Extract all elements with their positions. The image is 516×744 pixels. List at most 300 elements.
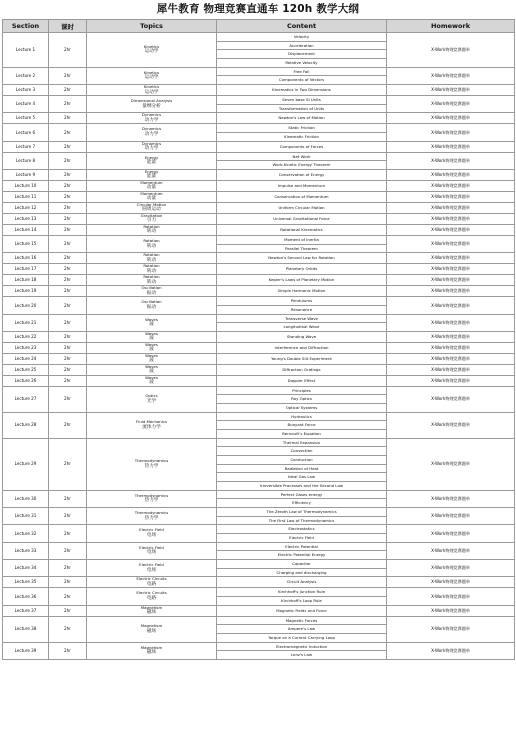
content-cell: Standing Wave — [217, 331, 387, 342]
table-body — [3, 33, 515, 660]
table-row — [3, 33, 515, 42]
homework-cell: X-Work物理竞赛题单 — [387, 342, 515, 353]
topic-english: Waves — [145, 342, 158, 347]
homework-cell: X-Work物理竞赛题单 — [387, 180, 515, 191]
topic-english: Dimensional Analysis — [130, 98, 173, 104]
topic-english: Waves — [145, 364, 158, 369]
content-cell: Displacement — [217, 50, 387, 59]
hours-cell: 2hr — [49, 342, 87, 353]
hours-cell: 2hr — [49, 375, 87, 386]
topic-chinese: 流体力学 — [142, 424, 161, 430]
topic-english: Thermodynamics — [134, 492, 169, 498]
hours-cell: 2hr — [49, 191, 87, 202]
topic-cell — [87, 152, 217, 169]
topic-chinese: 动量 — [146, 196, 157, 202]
hours-cell: 2hr — [49, 577, 87, 588]
section-cell: Lecture 12 — [3, 202, 49, 213]
hours-cell: 2hr — [49, 412, 87, 438]
table-row — [3, 642, 515, 651]
homework-cell: X-Work物理竞赛题单 — [387, 490, 515, 507]
section-cell: Lecture 28 — [3, 412, 49, 438]
homework-cell: X-Work物理竞赛题单 — [387, 438, 515, 490]
hours-cell: 2hr — [49, 559, 87, 576]
content-cell: Kinematic Friction — [217, 132, 387, 141]
topic-chinese: 引力 — [146, 218, 157, 224]
section-cell: Lecture 26 — [3, 375, 49, 386]
topic-english: Oscillation — [141, 299, 162, 305]
topic-english: Thermodynamics — [134, 458, 169, 464]
content-cell: Velocity — [217, 33, 387, 42]
table-row — [3, 67, 515, 76]
hours-cell: 2hr — [49, 95, 87, 112]
content-cell: Kepler's Laws of Planetary Motion — [217, 275, 387, 286]
content-cell: Thermal Expansion — [217, 438, 387, 447]
hours-cell: 2hr — [49, 490, 87, 507]
topic-cell — [87, 275, 217, 286]
topic-english: Energy — [144, 169, 159, 174]
content-cell: Uniform Circular Motion — [217, 202, 387, 213]
content-cell: Doppler Effect — [217, 375, 387, 386]
topic-cell — [87, 286, 217, 297]
homework-cell: X-Work物理竞赛题单 — [387, 152, 515, 169]
homework-cell: X-Work物理竞赛题单 — [387, 616, 515, 642]
content-cell: The First Law of Thermodynamics — [217, 516, 387, 525]
homework-cell: X-Work物理竞赛题单 — [387, 412, 515, 438]
hours-cell: 2hr — [49, 141, 87, 152]
section-cell: Lecture 11 — [3, 191, 49, 202]
section-cell: Lecture 32 — [3, 525, 49, 542]
homework-cell: X-Work物理竞赛题单 — [387, 542, 515, 559]
topic-chinese: 热力学 — [144, 463, 159, 469]
content-cell: Optical Systems — [217, 404, 387, 413]
hours-cell: 2hr — [49, 605, 87, 616]
hours-cell: 2hr — [49, 253, 87, 264]
topic-cell — [87, 84, 217, 95]
topic-cell — [87, 141, 217, 152]
topic-chinese: 动量 — [146, 185, 157, 191]
table-row — [3, 412, 515, 421]
table-row — [3, 438, 515, 447]
hours-cell: 2hr — [49, 642, 87, 659]
header-hours: 课时 — [49, 20, 87, 33]
topic-english: Rotation — [143, 263, 160, 269]
content-cell: Young's Double Slit Experiment — [217, 353, 387, 364]
topic-english: Kinetics — [143, 84, 160, 89]
topic-cell — [87, 180, 217, 191]
topic-cell — [87, 67, 217, 84]
topic-chinese: 波 — [149, 347, 154, 353]
table-row — [3, 508, 515, 517]
section-cell: Lecture 23 — [3, 342, 49, 353]
topic-chinese: 电场 — [146, 550, 157, 556]
hours-cell: 2hr — [49, 33, 87, 68]
topic-english: Rotation — [143, 238, 160, 244]
topic-cell — [87, 412, 217, 438]
hours-cell: 2hr — [49, 297, 87, 314]
content-cell: Irreversible Processes and the Second Law — [217, 482, 387, 491]
topic-chinese: 运动学 — [144, 75, 159, 81]
topic-chinese: 转动 — [146, 229, 157, 235]
content-cell: Work-Kinetic Energy Theorem — [217, 161, 387, 170]
topic-chinese: 圆周运动 — [142, 207, 161, 213]
topic-cell — [87, 95, 217, 112]
table-row — [3, 314, 515, 323]
topic-chinese: 磁场 — [146, 650, 157, 656]
content-cell: Charging and discharging — [217, 568, 387, 577]
topic-english: Energy — [144, 154, 159, 160]
topic-chinese: 转动 — [146, 243, 157, 249]
section-cell: Lecture 5 — [3, 113, 49, 124]
section-cell: Lecture 27 — [3, 386, 49, 412]
hours-cell: 2hr — [49, 124, 87, 141]
topic-cell — [87, 525, 217, 542]
topic-chinese: 能量 — [146, 160, 157, 166]
topic-chinese: 运动学 — [144, 89, 159, 95]
topic-english: Gravitation — [140, 213, 163, 218]
topic-cell — [87, 202, 217, 213]
content-cell: Magnetic Fields and Force — [217, 605, 387, 616]
content-cell: Simple Harmonic Motion — [217, 286, 387, 297]
content-cell: Electromagnetic Induction — [217, 642, 387, 651]
section-cell: Lecture 30 — [3, 490, 49, 507]
topic-chinese: 振动 — [146, 290, 157, 296]
topic-chinese: 波 — [149, 380, 154, 386]
section-cell: Lecture 1 — [3, 33, 49, 68]
topic-cell — [87, 224, 217, 235]
content-cell: Circuit Analysis — [217, 577, 387, 588]
content-cell: Components of Forces — [217, 141, 387, 152]
section-cell: Lecture 37 — [3, 605, 49, 616]
header-row — [3, 20, 515, 33]
section-cell: Lecture 18 — [3, 275, 49, 286]
content-cell: Conservation of Momentum — [217, 191, 387, 202]
table-row — [3, 588, 515, 597]
topic-english: Electric Field — [139, 527, 164, 533]
topic-cell — [87, 342, 217, 353]
content-cell: Components of Vectors — [217, 76, 387, 85]
content-cell: Ideal Gas Law — [217, 473, 387, 482]
section-cell: Lecture 4 — [3, 95, 49, 112]
hours-cell: 2hr — [49, 508, 87, 525]
topic-chinese: 波 — [149, 369, 154, 375]
topic-english: Electric Field — [139, 562, 164, 568]
homework-cell: X-Work物理竞赛题单 — [387, 297, 515, 314]
content-cell: Hydraulics — [217, 412, 387, 421]
page-title: 犀牛教育 物理竞赛直通车 120h 教学大纲 — [156, 3, 360, 15]
section-cell: Lecture 31 — [3, 508, 49, 525]
content-cell: Ray Optics — [217, 395, 387, 404]
header-section: Section — [3, 20, 49, 33]
topic-cell — [87, 588, 217, 605]
section-cell: Lecture 33 — [3, 542, 49, 559]
topic-english: Thermodynamics — [134, 510, 169, 516]
topic-english: Kinetics — [143, 43, 160, 49]
hours-cell: 2hr — [49, 84, 87, 95]
homework-cell: X-Work物理竞赛题单 — [387, 235, 515, 252]
topic-cell — [87, 508, 217, 525]
section-cell: Lecture 15 — [3, 235, 49, 252]
topic-chinese: 运动学 — [144, 49, 159, 55]
homework-cell: X-Work物理竞赛题单 — [387, 141, 515, 152]
table-row — [3, 616, 515, 625]
content-cell: Electric Potential Energy — [217, 551, 387, 560]
topic-cell — [87, 213, 217, 224]
header-topics: Topics — [87, 20, 217, 33]
topic-english: Optics — [145, 393, 158, 399]
table-row — [3, 490, 515, 499]
homework-cell: X-Work物理竞赛题单 — [387, 275, 515, 286]
content-cell: Transformation of Units — [217, 104, 387, 113]
topic-english: Electric Field — [139, 544, 164, 550]
table-row — [3, 95, 515, 104]
hours-cell: 2hr — [49, 286, 87, 297]
table-row — [3, 235, 515, 244]
content-cell: Seven base SI Units — [217, 95, 387, 104]
topic-cell — [87, 314, 217, 331]
table-row — [3, 386, 515, 395]
content-cell: Planetary Orbits — [217, 264, 387, 275]
hours-cell: 2hr — [49, 331, 87, 342]
homework-cell: X-Work物理竞赛题单 — [387, 386, 515, 412]
table-row — [3, 525, 515, 534]
topic-english: Dynamics — [141, 112, 162, 118]
topic-chinese: 波 — [149, 358, 154, 364]
hours-cell: 2hr — [49, 202, 87, 213]
content-cell: Electrostatics — [217, 525, 387, 534]
topic-cell — [87, 264, 217, 275]
topic-chinese: 转动 — [146, 279, 157, 285]
section-cell: Lecture 38 — [3, 616, 49, 642]
topic-chinese: 动力学 — [144, 132, 159, 137]
hours-cell: 2hr — [49, 275, 87, 286]
content-cell: Lenz's Law — [217, 651, 387, 660]
content-cell: Perfect Gases energy — [217, 490, 387, 499]
topic-chinese: 能量 — [146, 174, 157, 180]
homework-cell: X-Work物理竞赛题单 — [387, 375, 515, 386]
topic-cell — [87, 616, 217, 642]
topic-chinese: 量纲分析 — [142, 103, 161, 109]
topic-english: Electric Circuits — [136, 590, 167, 596]
topic-english: Magnetism — [140, 644, 163, 650]
table-row — [3, 152, 515, 161]
homework-cell: X-Work物理竞赛题单 — [387, 559, 515, 576]
content-cell: Relative Velocity — [217, 58, 387, 67]
homework-cell: X-Work物理竞赛题单 — [387, 84, 515, 95]
topic-chinese: 动力学 — [144, 117, 159, 123]
hours-cell: 2hr — [49, 353, 87, 364]
homework-cell: X-Work物理竞赛题单 — [387, 253, 515, 264]
content-cell: Radiation of Heat — [217, 464, 387, 473]
content-cell: Buoyant Force — [217, 421, 387, 430]
hours-cell: 2hr — [49, 616, 87, 642]
section-cell: Lecture 17 — [3, 264, 49, 275]
topic-chinese: 振动 — [146, 304, 157, 310]
homework-cell: X-Work物理竞赛题单 — [387, 264, 515, 275]
topic-cell — [87, 605, 217, 616]
topic-cell — [87, 331, 217, 342]
section-cell: Lecture 16 — [3, 253, 49, 264]
homework-cell: X-Work物理竞赛题单 — [387, 364, 515, 375]
hours-cell: 2hr — [49, 438, 87, 490]
topic-chinese: 波 — [149, 322, 154, 328]
section-cell: Lecture 24 — [3, 353, 49, 364]
homework-cell: X-Work物理竞赛题单 — [387, 191, 515, 202]
topic-english: Momentum — [140, 191, 163, 196]
homework-cell: X-Work物理竞赛题单 — [387, 331, 515, 342]
topic-chinese: 电场 — [146, 567, 157, 573]
hours-cell: 2hr — [49, 152, 87, 169]
topic-cell — [87, 490, 217, 507]
content-cell: Magnetic Forces — [217, 616, 387, 625]
section-cell: Lecture 8 — [3, 152, 49, 169]
section-cell: Lecture 35 — [3, 577, 49, 588]
section-cell: Lecture 25 — [3, 364, 49, 375]
homework-cell: X-Work物理竞赛题单 — [387, 286, 515, 297]
topic-chinese: 磁场 — [146, 610, 157, 616]
topic-cell — [87, 542, 217, 559]
topic-english: Dynamics — [141, 141, 162, 146]
hours-cell: 2hr — [49, 213, 87, 224]
topic-english: Rotation — [143, 224, 160, 229]
topic-english: Electric Circuits — [136, 576, 167, 582]
hours-cell: 2hr — [49, 180, 87, 191]
content-cell: Conduction — [217, 456, 387, 465]
hours-cell: 2hr — [49, 364, 87, 375]
homework-cell: X-Work物理竞赛题单 — [387, 508, 515, 525]
content-cell: Interference and Diffraction — [217, 342, 387, 353]
topic-chinese: 热力学 — [144, 498, 159, 504]
hours-cell: 2hr — [49, 314, 87, 331]
content-cell: Longitudinal Wave — [217, 323, 387, 332]
content-cell: Resonance — [217, 305, 387, 314]
topic-english: Magnetism — [140, 605, 163, 610]
topic-english: Fluid Mechanics — [135, 419, 168, 425]
content-cell: Net Work — [217, 152, 387, 161]
topic-english: Waves — [145, 375, 158, 380]
content-cell: Free Fall — [217, 67, 387, 76]
topic-english: Dynamics — [141, 126, 162, 132]
content-cell: Electric Potential — [217, 542, 387, 551]
section-cell: Lecture 39 — [3, 642, 49, 659]
homework-cell: X-Work物理竞赛题单 — [387, 202, 515, 213]
hours-cell: 2hr — [49, 264, 87, 275]
homework-cell: X-Work物理竞赛题单 — [387, 67, 515, 84]
topic-english: Kinetics — [143, 69, 160, 75]
section-cell: Lecture 14 — [3, 224, 49, 235]
topic-english: Rotation — [143, 274, 160, 280]
topic-cell — [87, 124, 217, 141]
topic-cell — [87, 169, 217, 180]
section-cell: Lecture 3 — [3, 84, 49, 95]
hours-cell: 2hr — [49, 224, 87, 235]
content-cell: Bernoulli's Equation — [217, 430, 387, 439]
topic-english: Waves — [145, 316, 158, 322]
content-cell: Acceleration — [217, 41, 387, 50]
topic-cell — [87, 386, 217, 412]
table-row — [3, 124, 515, 133]
section-cell: Lecture 6 — [3, 124, 49, 141]
topic-chinese: 波 — [149, 336, 154, 342]
section-cell: Lecture 36 — [3, 588, 49, 605]
section-cell: Lecture 13 — [3, 213, 49, 224]
content-cell: Electric Field — [217, 533, 387, 542]
topic-cell — [87, 191, 217, 202]
hours-cell: 2hr — [49, 169, 87, 180]
table-row — [3, 542, 515, 551]
content-cell: Kirchhoff's Loop Rule — [217, 596, 387, 605]
topic-english: Rotation — [143, 252, 160, 258]
homework-cell: X-Work物理竞赛题单 — [387, 169, 515, 180]
topic-cell — [87, 577, 217, 588]
topic-cell — [87, 235, 217, 252]
content-cell: Rotational Kinematics — [217, 224, 387, 235]
topic-cell — [87, 559, 217, 576]
content-cell: Universal Gravitational Force — [217, 213, 387, 224]
topic-chinese: 转动 — [146, 268, 157, 274]
hours-cell: 2hr — [49, 542, 87, 559]
content-cell: Kinematics in Two Dimensions — [217, 84, 387, 95]
topic-cell — [87, 353, 217, 364]
homework-cell: X-Work物理竞赛题单 — [387, 588, 515, 605]
content-cell: Capacitor — [217, 559, 387, 568]
homework-cell: X-Work物理竞赛题单 — [387, 353, 515, 364]
homework-cell: X-Work物理竞赛题单 — [387, 577, 515, 588]
content-cell: Parallel Theorem — [217, 244, 387, 253]
header-homework: Homework — [387, 20, 515, 33]
section-cell: Lecture 19 — [3, 286, 49, 297]
content-cell: Static Friction — [217, 124, 387, 133]
topic-chinese: 电路 — [146, 581, 157, 587]
topic-chinese: 磁场 — [146, 628, 157, 634]
section-cell: Lecture 2 — [3, 67, 49, 84]
topic-english: Momentum — [140, 180, 163, 185]
content-cell: Moment of Inertia — [217, 235, 387, 244]
hours-cell: 2hr — [49, 67, 87, 84]
content-cell: Pendulums — [217, 297, 387, 306]
homework-cell: X-Work物理竞赛题单 — [387, 605, 515, 616]
content-cell: Convection — [217, 447, 387, 456]
topic-cell — [87, 113, 217, 124]
content-cell: Principles — [217, 386, 387, 395]
topic-chinese: 转动 — [146, 257, 157, 263]
section-cell: Lecture 9 — [3, 169, 49, 180]
homework-cell: X-Work物理竞赛题单 — [387, 314, 515, 331]
content-cell: Ampere's Law — [217, 625, 387, 634]
topic-chinese: 光学 — [146, 398, 157, 404]
hours-cell: 2hr — [49, 235, 87, 252]
homework-cell: X-Work物理竞赛题单 — [387, 525, 515, 542]
homework-cell: X-Work物理竞赛题单 — [387, 124, 515, 141]
content-cell: Newton's Law of Motion — [217, 113, 387, 124]
content-cell: Diffraction Gratings — [217, 364, 387, 375]
topic-cell — [87, 253, 217, 264]
topic-chinese: 电路 — [146, 596, 157, 601]
hours-cell: 2hr — [49, 386, 87, 412]
topic-english: Waves — [145, 331, 158, 336]
topic-chinese: 电场 — [146, 533, 157, 539]
topic-cell — [87, 33, 217, 68]
content-cell: Conservation of Energy — [217, 169, 387, 180]
topic-cell — [87, 297, 217, 314]
topic-cell — [87, 438, 217, 490]
topic-chinese: 热力学 — [144, 515, 159, 521]
section-cell: Lecture 20 — [3, 297, 49, 314]
hours-cell: 2hr — [49, 588, 87, 605]
hours-cell: 2hr — [49, 113, 87, 124]
section-cell: Lecture 29 — [3, 438, 49, 490]
content-cell: Kirchhoff's Junction Rule — [217, 588, 387, 597]
content-cell: Newton's Second Law for Rotation — [217, 253, 387, 264]
